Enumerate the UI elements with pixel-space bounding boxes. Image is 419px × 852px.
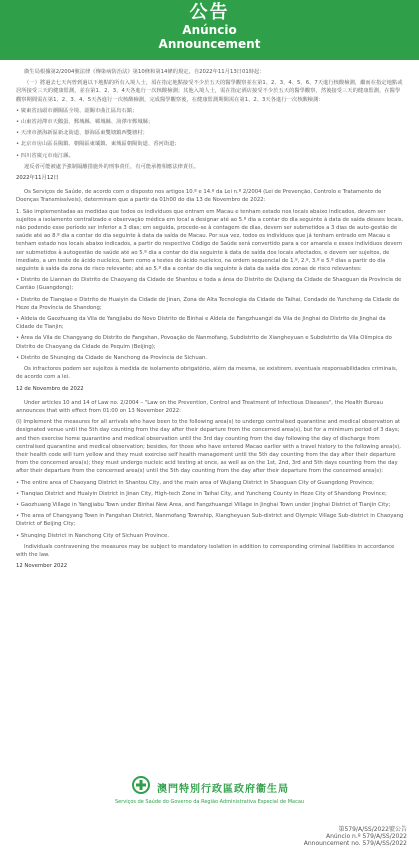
en-bullet: • Tianqiao District and Huaiyin District in Jinan City, High-tech Zone in Taihai City, and Yuncheng County in Heze City of Shandong Province; — [16, 490, 387, 497]
title-chinese: 公告 — [189, 2, 230, 23]
pt-bullet: • Distrito de Tianqiao e Distrito de Huaiyin da Cidade de Jinan, Zona de Alta Tecnologia da Cidade de Taihai, Condado de Yuncheng da Cidade de Heze da Província de Shandong; — [16, 296, 400, 311]
zh-bullet: • 廣東省汕頭市潮陽區全境、韶關市曲江區烏石鎮； — [16, 107, 138, 114]
zh-bullet: • 北京市房山區長陽鎮、朝陽區東壩鎮、東城區朝陽街道、香河街道； — [16, 141, 180, 148]
pt-date: 12 de Novembro de 2022 — [16, 385, 84, 392]
zh-paragraph-1: （一）將過去七天內曾到過以下地點的所有入境人士，須在指定地點接受不少於五天的醫學觀察並在第1、2、3、4、5、6、7天進行核酸檢測，繼而在指定地點或居所接受三天的健康監測，並在第1、2、3、4天各進行一次核酸檢測；其他入境人士，需在指定酒店接受不少於五天的醫學觀察，然後接受三天的健康監測，在醫學觀察期間需在第1、2、3、4、5天各進行一次核酸檢測，完成醫學觀察後，在健康監測期間需在第1、2、3天各進行一次核酸檢測： — [16, 80, 403, 103]
organization-name-chinese: 澳門特別行政區政府衞生局 — [157, 783, 290, 795]
pt-closing: Os infractores podem ser sujeitos à medida de isolamento obrigatório, além da mesma, se existirem, eventuais responsabilidades criminais, de acordo com a lei. — [16, 366, 398, 381]
announcement-numbers — [304, 826, 407, 847]
en-bullet: • The entire area of Chaoyang District in Shantou City, and the main area of Wujiang District in Shaoguan City of Guangdong Province; — [16, 479, 375, 486]
en-paragraph-1: (I) Implement the measures for all arrivals who have been to the following area(s) to undergo centralised quarantine and medical observation at designated venue until the 5th day counting from the day after their departure from the concerned area(s), but for a minimum period of 3 days; and then exercise home quarantine and medical observation until the 3rd day counting from the day following the day of discharge from centralised quarantine and medical observation; besides, for those who have entered Macao earlier with a travel history to the following area(s), their health code will turn yellow and they must exercise self health management until the 5th day counting from the day after their departure from the concerned area(s); they must undergo nucleic acid testing at once, as well as on the 1st, 2nd, 3rd and 5th days counting from the day after their departure from the concerned area(s) until the 5th day counting from the day after their departure from the concerned area(s): — [16, 419, 401, 475]
en-date: 12 November 2022 — [16, 563, 68, 570]
title-english: Announcement — [158, 37, 261, 51]
zh-bullet: • 山東省菏澤市天鵝蛋、鄄城縣、鄆城縣、菏澤市鄄城縣； — [16, 119, 154, 126]
emblem-icon — [130, 776, 152, 798]
pt-bullet: • Aldeia de Gaozhuang da Vila de Yangjiabu do Novo Distrito de Binhai e Aldeia de Fangzhuangzi da Vila de Jinghai do Distrito de Jinghai da Cidade de Tianjin; — [16, 316, 386, 331]
zh-bullet: • 天津市濱海新區新北街道、靜海區東雙塘鎮西雙塘村； — [16, 130, 148, 137]
en-bullet: • Shunqing District in Nanchong City of Sichuan Province. — [16, 532, 170, 539]
pt-bullet: • Distrito de Liannan do Distrito de Chaoyang da Cidade de Shantou e toda a área do Distrito de Qujiang da Cidade de Shaoguan da Província de Cantão (Guangdong); — [16, 277, 402, 292]
zh-intro: 衞生局根據第2/2004號法律《傳染病防治法》第10條和第14條的規定，自2022年11月13日01時起： — [24, 69, 265, 75]
pt-paragraph-1: 1. São implementadas as medidas que todos os indivíduos que entram em Macau e tenham estado nos locais abaixo indicados, devem ser sujeitos a isolamento centralizado e observação médica em local a designar até ao 5.º dia a contar do dia seguinte à data de saída desses locais, não podendo esse período ser inferior a 3 dias; em seguida, procede-se à contagem de dias, devem ser submetidos a 3 dias de auto-gestão de saúde até ao 8.º dia a contar do dia seguinte à data da saída de Macau. Por sua vez, todos os indivíduos que já tenham entrado em Macau e tenham estado nos locais abaixo indicados, a partir do respectivo Código de Saúde será convertido para a cor amarela e esses indivíduos devem ser submetidos à autogestão de saúde até ao 5.º dia a contar do dia seguinte à data de saída dos locais afectados, e devem ser sujeitos, de imediato, a um teste de ácido nucleico, bem como a testes de ácido nucleico, na ordem sequencial de 1.º, 2.º, 3.º e 5.º dias a partir do dia seguinte à saída da zona de risco relevante; até ao 5.º dia a contar do dia seguinte à data da saída dos zonas de risco relevantes: — [16, 208, 404, 273]
en-intro: Under articles 10 and 14 of Law no. 2/2004 – "Law on the Prevention, Control and Treatment of Infectious Diseases", the Health Bureau announces that with effect from 01:00 on 13 November 2022: — [16, 399, 384, 414]
en-bullet: • The area of Changyang Town in Fangshan District, Nanmofang Township, Xiangheyuan Sub-district and Olympic Village Sub-district in Chaoyang District of Beijing City; — [16, 513, 404, 528]
health-bureau-logo — [0, 776, 419, 805]
pt-bullet: • Distrito de Shunqing da Cidade de Nanchong da Província de Sichuan. — [16, 354, 208, 361]
announcement-number-zh: 第579/A/SS/2022號公告 — [338, 826, 407, 833]
zh-bullet: • 四川省廣元市南江縣。 — [16, 152, 74, 159]
announcement-body — [16, 68, 404, 576]
zh-date: 2022年11月12日 — [16, 175, 59, 182]
announcement-header — [0, 0, 419, 60]
announcement-number-pt: Anúncio n.º 579/A/SS/2022 — [325, 833, 407, 840]
announcement-number-en: Announcement no. 579/A/SS/2022 — [303, 840, 407, 847]
en-closing: Individuals contravening the measures may be subject to mandatory isolation in addition to corresponding criminal liabilities in accordance with the law. — [16, 543, 395, 558]
pt-bullet: • Área da Vila de Changyang do Distrito de Fangshan, Povoação de Nanmofang, Subdistrito de Xiangheyuan e Subdistrito da Vila Olímpica do Distrito de Chaoyang da Cidade de Pequim (Beijing); — [16, 335, 392, 350]
en-bullet: • Gaozhuang Village in Yangjiabu Town under Binhai New Area, and Fangzhuangzi Village in Jinghai Town under Jinghai District of Tianjin City; — [16, 501, 391, 508]
organization-name-portuguese: Serviços de Saúde do Governo da Região Administrativa Especial de Macau — [114, 799, 305, 805]
title-portuguese: Anúncio — [182, 23, 237, 37]
zh-closing: 違反者可能被處予強制隔離措施外的刑事責任，有可能承擔相應法律責任。 — [24, 163, 199, 170]
pt-intro: Os Serviços de Saúde, de acordo com o disposto nos artigos 10.º e 14.º da Lei n.º 2/2004 (Lei de Prevenção, Controlo e Tratamento de Doenças Transmissíveis), determinam que a partir da 01h00 do dia 13 de Novembro de 2022: — [16, 189, 382, 204]
